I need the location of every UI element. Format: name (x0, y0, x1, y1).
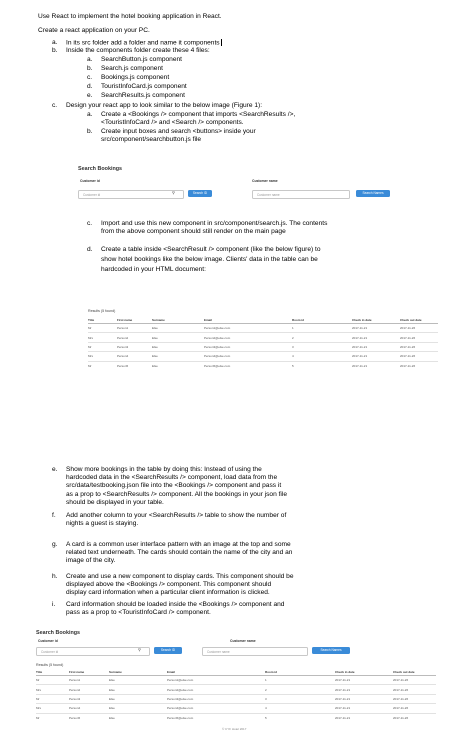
table-cell: Mr (36, 694, 69, 703)
customer-id-input[interactable] (78, 190, 184, 199)
results-table (88, 316, 438, 370)
table-cell: Person3 (69, 694, 109, 703)
item-gg-line1-text: A card is a common user interface pattern with an image at the top and some (66, 541, 291, 548)
item-ee-line4-text: as a prop to <SearchResults /> component. All the bookings in your json file (66, 490, 288, 498)
table-cell: Else (152, 342, 204, 351)
item-ff-line2-text: nights a guest is staying. (66, 520, 139, 528)
item-gg-line2-text: related text underneath. The cards should contain the name of the city and an (66, 549, 293, 557)
search-icon: ⚲ (172, 190, 175, 195)
table-cell: 2017-11-26 (393, 685, 436, 694)
app-search-icon: ⚲ (138, 647, 141, 652)
table-cell: Mrs (36, 685, 69, 694)
table-cell: 1 (292, 324, 352, 333)
item-hh-line3-text: display card information when a particular client information is clicked. (66, 589, 270, 597)
dd-label: d. (87, 246, 93, 253)
customer-name-input[interactable] (252, 190, 350, 199)
table-cell: 2017-11-26 (400, 333, 438, 342)
item-gg-line3-text: image of the city. (66, 557, 116, 565)
file-item-5 (87, 92, 185, 100)
c-sub-b-text-1: Create input boxes and search <buttons> inside your (101, 128, 256, 135)
table-row[interactable] (36, 694, 436, 703)
table-cell: 4 (292, 352, 352, 361)
table-cell: 2017-11-26 (400, 361, 438, 370)
table-cell: 2017-11-21 (352, 361, 400, 370)
item-ee-line3-text: src/data/testbooking.json file into the <Bookings /> component and pass it (66, 482, 282, 490)
cc-text-1: Import and use this new component in src/component/search.js. The contents (101, 220, 328, 227)
table-cell: 2017-11-26 (393, 704, 436, 713)
dd-text-1: Create a table inside <SearchResult /> component (like the below figure) to (101, 246, 321, 253)
table-cell: Person2 (69, 685, 109, 694)
table-cell: Else (152, 324, 204, 333)
column-header: Email (204, 316, 292, 324)
file-item-2-text: Search.js component (101, 65, 163, 72)
table-cell: Person4 (69, 704, 109, 713)
table-cell: 2017-11-21 (352, 324, 400, 333)
footer-text: © CYF Hotel 2017 (222, 727, 247, 731)
table-row[interactable] (36, 704, 436, 713)
file-item-5-text: SearchResults.js component (101, 92, 185, 99)
item-ff-line1-text: Add another column to your <SearchResults /> table to show the number of (66, 512, 287, 519)
doc-heading: Use React to implement the hotel booking application in React. (38, 13, 222, 20)
cc-label: c. (87, 220, 93, 227)
table-cell: Person3@else.com (167, 694, 265, 703)
dd-line2: show hotel bookings like the below image. Clients' data in the table can be (101, 256, 318, 263)
table-cell: Person2@else.com (167, 685, 265, 694)
customer-id-label: Customer id (80, 179, 100, 183)
table-cell: 3 (265, 694, 335, 703)
c-sub-a-line2: <TouristInfoCard /> and <Search /> components. (101, 119, 244, 126)
table-cell: Else (109, 713, 167, 722)
search-id-button[interactable]: Search ID (188, 190, 212, 197)
table-cell: Mr (36, 713, 69, 722)
table-cell: 2017-11-21 (335, 694, 393, 703)
table-cell: Person5@else.com (167, 713, 265, 722)
step-b-label: b. (52, 47, 58, 54)
table-cell: 2017-11-21 (335, 676, 393, 685)
column-header: First name (117, 316, 152, 324)
step-c-text: Design your react app to look similar to the below image (Figure 1): (66, 102, 263, 109)
table-row[interactable] (88, 333, 438, 342)
column-header: Title (36, 668, 69, 676)
item-gg-line3 (66, 557, 115, 565)
cc-line1 (87, 220, 327, 228)
table-cell: Person4@else.com (167, 704, 265, 713)
item-hh-line1-label: h. (52, 573, 58, 580)
table-cell: Person5@else.com (204, 361, 292, 370)
table-cell: 2017-11-26 (393, 676, 436, 685)
table-cell: Person5 (69, 713, 109, 722)
file-item-1 (87, 56, 182, 64)
item-ii-line2-text: pass as a prop to <TouristInfoCard /> component. (66, 609, 211, 617)
table-cell: Person5 (117, 361, 152, 370)
column-header: Check out date (393, 668, 436, 676)
file-item-1-label: a. (87, 56, 93, 63)
table-header-row (88, 316, 438, 324)
table-row[interactable] (36, 685, 436, 694)
item-gg-line1-label: g. (52, 541, 58, 548)
table-cell: 2017-11-21 (335, 713, 393, 722)
column-header: First name (69, 668, 109, 676)
column-header: Room id (265, 668, 335, 676)
c-sub-b-label: b. (87, 128, 93, 135)
table-cell: Mrs (88, 352, 117, 361)
table-cell: 4 (265, 704, 335, 713)
table-cell: Mr (88, 342, 117, 351)
file-item-3-text: Bookings.js component (101, 74, 170, 81)
item-hh-line2 (66, 581, 271, 589)
table-cell: 5 (292, 361, 352, 370)
item-ii-line2 (66, 609, 211, 617)
app-search-figure (36, 630, 436, 658)
table-cell: Person1@else.com (204, 324, 292, 333)
column-header: Surname (152, 316, 204, 324)
app-customer-id-label: Customer id (38, 639, 58, 643)
item-ii-line1-text: Card information should be loaded inside the <Bookings /> component and (66, 601, 285, 608)
item-ii-line1-label: i. (52, 601, 56, 608)
item-ii-line1 (52, 601, 284, 609)
table-cell: Person2@else.com (204, 333, 292, 342)
item-ee-line2 (66, 474, 277, 482)
table-cell: 2017-11-26 (393, 694, 436, 703)
file-item-3-label: c. (87, 74, 93, 81)
step-b-text: Inside the components folder create these 4 files: (66, 47, 210, 54)
table-cell: 5 (265, 713, 335, 722)
text-cursor (221, 39, 222, 46)
item-ff-line2 (66, 520, 138, 528)
item-ee-line4 (66, 491, 287, 499)
item-gg-line2 (66, 549, 292, 557)
app-customer-name-label: Customer name (230, 639, 256, 643)
app-search-id-button[interactable]: Search ID (154, 647, 182, 654)
table-cell: 2017-11-21 (352, 333, 400, 342)
file-item-3 (87, 74, 169, 82)
table-cell: 2017-11-26 (393, 713, 436, 722)
table-row[interactable] (36, 713, 436, 722)
table-cell: Else (152, 333, 204, 342)
column-header: Check in date (335, 668, 393, 676)
table-cell: 2017-11-21 (352, 352, 400, 361)
create-app-text: Create a react application on your PC. (38, 27, 150, 34)
column-header: Surname (109, 668, 167, 676)
step-c-label: c. (52, 102, 58, 109)
app-results-table (36, 668, 436, 722)
column-header: Email (167, 668, 265, 676)
results-title: Results (5 found) (88, 309, 116, 313)
item-ee-line5 (66, 499, 164, 507)
column-header: Check in date (352, 316, 400, 324)
table-cell: Else (109, 704, 167, 713)
item-hh-line1-text: Create and use a new component to display cards. This component should be (66, 573, 294, 580)
file-item-5-label: e. (87, 92, 93, 99)
app-customer-id-input[interactable] (36, 647, 150, 656)
table-cell: 2 (292, 333, 352, 342)
app-search-title: Search Bookings (36, 630, 81, 636)
table-cell: Mr (36, 676, 69, 685)
column-header: Title (88, 316, 117, 324)
table-cell: Mr (88, 361, 117, 370)
table-cell: Person3@else.com (204, 342, 292, 351)
table-cell: Else (109, 685, 167, 694)
table-cell: Else (109, 676, 167, 685)
table-cell: 3 (292, 342, 352, 351)
item-hh-line2-text: displayed above the <Bookings /> component. This component should (66, 581, 272, 589)
item-ee-line1 (52, 466, 262, 474)
app-search-names-button[interactable]: Search Names (312, 647, 350, 654)
table-cell: Mr (88, 324, 117, 333)
item-ee-line2-text: hardcoded data in the <SearchResults /> component, load data from the (66, 474, 278, 482)
c-sub-a-line1 (87, 111, 295, 119)
item-ee-line1-label: e. (52, 466, 58, 473)
table-row[interactable] (88, 361, 438, 370)
step-a (52, 39, 221, 47)
step-c (52, 102, 262, 110)
app-customer-id-placeholder: Customer id (41, 649, 59, 654)
step-a-label: a. (52, 39, 58, 47)
table-cell: Person1@else.com (167, 676, 265, 685)
search-bookings-title: Search Bookings (78, 166, 123, 172)
file-item-4-label: d. (87, 83, 93, 90)
table-cell: Mrs (88, 333, 117, 342)
table-cell: Person1 (69, 676, 109, 685)
search-names-button[interactable]: Search Names (356, 190, 390, 197)
cc-line2: from the above component should still render on the main page (101, 228, 286, 235)
c-sub-a-label: a. (87, 111, 93, 118)
table-header-row (36, 668, 436, 676)
app-customer-name-input[interactable] (202, 647, 308, 656)
app-customer-name-placeholder: Customer name (207, 649, 230, 654)
file-item-1-text: SearchButton.js component (101, 56, 183, 63)
item-ee-line3 (66, 482, 281, 490)
item-ee-line5-text: should be displayed in your table. (66, 498, 164, 506)
table-cell: Person3 (117, 342, 152, 351)
step-a-text: In its src folder add a folder and name it components (66, 39, 220, 47)
table-cell: Person4 (117, 352, 152, 361)
dd-line3: hardcoded in your HTML document: (101, 266, 206, 273)
table-cell: Else (152, 361, 204, 370)
table-cell: 2017-11-26 (400, 342, 438, 351)
table-cell: Person2 (117, 333, 152, 342)
table-cell: Person4@else.com (204, 352, 292, 361)
column-header: Check out date (400, 316, 438, 324)
table-cell: 2017-11-21 (335, 704, 393, 713)
table-cell: Mrs (36, 704, 69, 713)
table-cell: 2017-11-26 (400, 324, 438, 333)
item-ff-line1 (52, 512, 286, 520)
c-sub-b-line1 (87, 128, 256, 136)
file-item-4 (87, 83, 187, 91)
file-item-4-text: TouristInfoCard.js component (101, 83, 187, 90)
column-header: Room id (292, 316, 352, 324)
item-gg-line1 (52, 541, 291, 549)
app-results-title: Results (5 found) (36, 663, 64, 667)
step-b (52, 47, 210, 55)
item-ff-line1-label: f. (52, 512, 56, 519)
file-item-2-label: b. (87, 65, 93, 72)
table-cell: Else (152, 352, 204, 361)
customer-name-placeholder: Customer name (257, 192, 280, 197)
table-cell: 2017-11-21 (352, 342, 400, 351)
c-sub-a-text-1: Create a <Bookings /> component that imports <SearchResults />, (101, 111, 296, 118)
item-hh-line1 (52, 573, 294, 581)
table-cell: 2017-11-21 (335, 685, 393, 694)
file-item-2 (87, 65, 163, 73)
table-cell: Person1 (117, 324, 152, 333)
customer-id-placeholder: Customer id (83, 192, 101, 197)
search-bookings-figure (78, 166, 438, 202)
table-cell: 2 (265, 685, 335, 694)
table-row[interactable] (88, 342, 438, 351)
table-row[interactable] (36, 676, 436, 685)
item-hh-line3 (66, 589, 270, 597)
customer-name-label: Customer name (252, 179, 278, 183)
table-row[interactable] (88, 324, 438, 333)
table-cell: Else (109, 694, 167, 703)
item-ee-line1-text: Show more bookings in the table by doing this: Instead of using the (66, 466, 262, 473)
table-cell: 2017-11-26 (400, 352, 438, 361)
table-row[interactable] (88, 352, 438, 361)
dd-line1 (87, 246, 321, 254)
c-sub-b-line2: src/component/searchbutton.js file (101, 136, 202, 143)
table-cell: 1 (265, 676, 335, 685)
